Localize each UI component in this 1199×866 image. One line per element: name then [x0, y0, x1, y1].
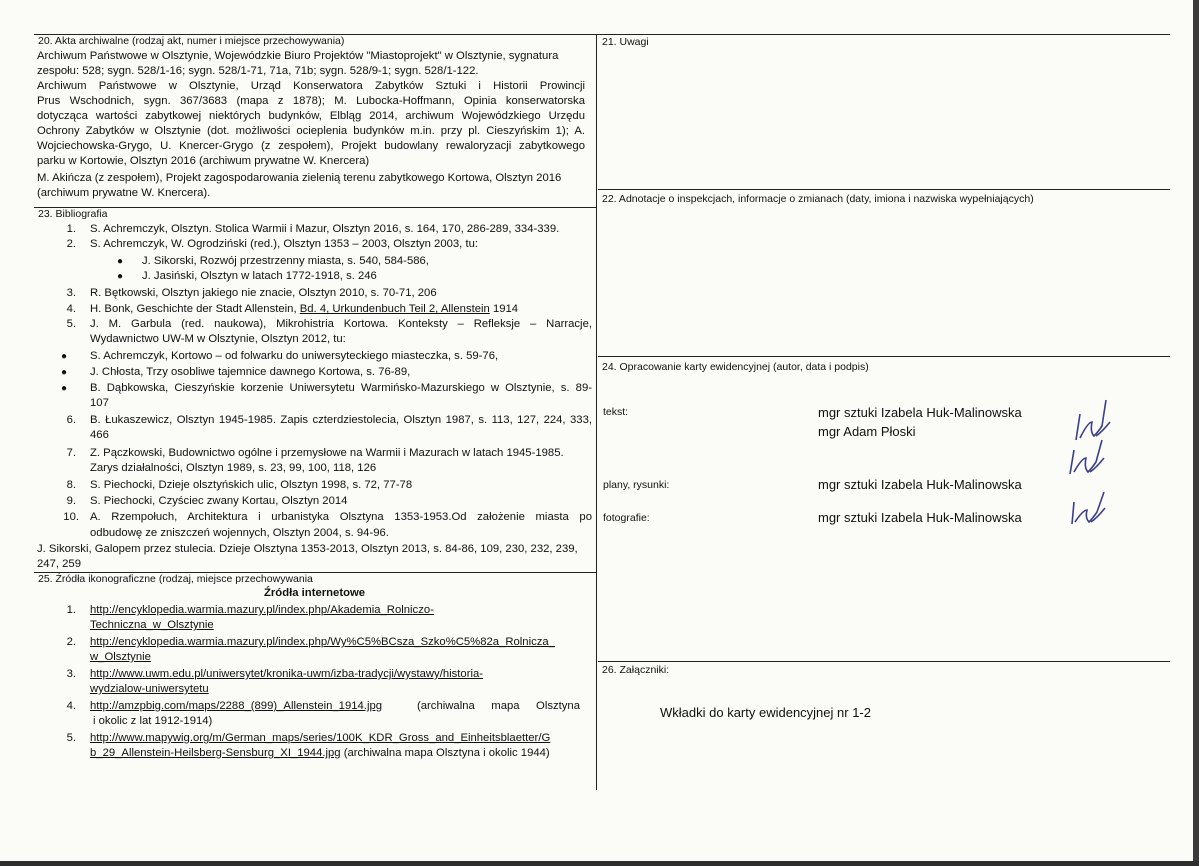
bibliography-item: A. Rzempołuch, Architektura i urbanistyka Olsztyna 1353-1953.Od założenie miasta po [90, 511, 592, 523]
archive-line: Prus Wschodnich, sygn. 367/3683 (mapa z 1878); M. Lubocka-Hoffmann, Opinia konserwatorska [37, 95, 585, 107]
bibliography-subitem-cont: 107 [90, 397, 109, 409]
archive-line: (archiwum prywatne W. Knercera). [37, 187, 211, 199]
archive-line: M. Akińcza (z zespołem), Projekt zagospodarowania zielenią terenu zabytkowego Kortowa, Olsztyn 2016 [37, 172, 562, 184]
source-link[interactable]: http://encyklopedia.warmia.mazury.pl/index.php/Akademia_Rolniczo- [90, 604, 434, 616]
section-26-label: 26. Załączniki: [602, 664, 670, 676]
bibliography-subitem: J. Chłosta, Trzy osobliwe tajemnice dawnego Kortowa, s. 76-89, [90, 366, 411, 378]
bullet-icon: ● [61, 351, 68, 362]
signature-icon [1066, 392, 1116, 444]
source-link[interactable]: w_Olsztynie [90, 651, 151, 663]
bibliography-item-cont: 466 [90, 429, 109, 441]
archive-line: dotycząca wartości zabytkowej niektórych budynków, Elbląg 2014, archiwum Wojewódzkiego Urzędu [37, 110, 585, 122]
list-number: 9. [66, 495, 76, 507]
bibliography-item: B. Łukaszewicz, Olsztyn 1945-1985. Zapis czterdziestolecia, Olsztyn 1987, s. 113, 127, 224, 333, [90, 414, 592, 426]
bibliography-subitem: S. Achremczyk, Kortowo – od folwarku do uniwersyteckiego miasteczka, s. 59-76, [90, 350, 499, 362]
bibliography-item: R. Bętkowski, Olsztyn jakiego nie znacie, Olsztyn 2010, s. 70-71, 206 [90, 287, 437, 299]
author-name: mgr Adam Płoski [818, 424, 916, 439]
divider-20-23 [34, 207, 596, 208]
bibliography-item: S. Achremczyk, Olsztyn. Stolica Warmii i Mazur, Olsztyn 2016, s. 164, 170, 286-289, 334-339. [90, 223, 560, 235]
scan-edge-right [1193, 0, 1199, 866]
tekst-label: tekst: [603, 406, 629, 418]
source-link[interactable]: wydzialow-uniwersytetu [90, 683, 209, 695]
bibliography-item: S. Achremczyk, W. Ogrodziński (red.), Olsztyn 1353 – 2003, Olsztyn 2003, tu: [90, 238, 479, 250]
list-number: 1. [66, 604, 76, 616]
bibliography-subitem: J. Sikorski, Rozwój przestrzenny miasta, s. 540, 584-586, [142, 255, 429, 267]
bibliography-item: S. Piechocki, Czyściec zwany Kortau, Olsztyn 2014 [90, 495, 348, 507]
list-number: 2. [66, 238, 76, 250]
author-name: mgr sztuki Izabela Huk-Malinowska [818, 477, 1022, 492]
bullet-icon: ● [61, 383, 68, 394]
author-name: mgr sztuki Izabela Huk-Malinowska [818, 510, 1022, 525]
list-number: 2. [66, 636, 76, 648]
archive-line: Archiwum Państwowe w Olsztynie, Urząd Konserwatora Zabytków Sztuki i Historii Prowincji [37, 80, 585, 92]
bibliography-item: J. M. Garbula (red. naukowa), Mikrohistria Kortowa. Konteksty – Refleksje – Narracje, [90, 318, 592, 330]
archive-line: Ochrony Zabytków w Olsztynie (dot. możliwości ocieplenia budynków m.in. przy pl. Cieszyńskim 1); A. [37, 125, 585, 137]
archive-line: Wojciechowska-Grygo, U. Knercer-Grygo (z zespołem), Projekt budowlany rewaloryzacji zabytkowego [37, 140, 585, 152]
section-22-label: 22. Adnotacje o inspekcjach, informacje o zmianach (daty, imiona i nazwiska wypełniających) [602, 193, 1034, 205]
list-number: 7. [66, 447, 76, 459]
column-divider [596, 34, 597, 790]
bibliography-item-cont: Zarys działalności, Olsztyn 1989, s. 23, 99, 100, 118, 126 [90, 462, 377, 474]
source-link[interactable]: b_29_Allenstein-Heilsberg-Sensburg_XI_1944.jpg [90, 747, 341, 759]
section-24-label: 24. Opracowanie karty ewidencyjnej (autor, data i podpis) [602, 361, 869, 373]
list-number: 3. [66, 287, 76, 299]
bibliography-subitem: J. Jasiński, Olsztyn w latach 1772-1918, s. 246 [142, 270, 377, 282]
source-link[interactable]: http://encyklopedia.warmia.mazury.pl/index.php/Wy%C5%BCsza_Szko%C5%82a_Rolnicza_ [90, 636, 555, 648]
bibliography-item-cont: Wydawnictwo UW-M w Olsztynie, Olsztyn 2012, tu: [90, 333, 346, 345]
source-description: i okolic z lat 1912-1914) [93, 715, 213, 727]
list-number: 5. [66, 318, 76, 330]
source-link[interactable]: http://amzpbig.com/maps/2288_(899)_Allenstein_1914.jpg [90, 700, 383, 712]
archive-line: zespołu: 528; sygn. 528/1-16; sygn. 528/1-71, 71a, 71b; sygn. 528/9-1; sygn. 528/1-122. [37, 65, 479, 77]
bibliography-extra: 247, 259 [37, 558, 81, 570]
source-link[interactable]: Techniczna_w_Olsztynie [90, 619, 214, 631]
signature-icon [1062, 438, 1112, 478]
archive-line: Archiwum Państwowe w Olsztynie, Wojewódzkie Biuro Projektów "Miastoprojekt" w Olsztynie, sygnatura [37, 50, 559, 62]
source-link[interactable]: http://www.mapywig.org/m/German_maps/series/100K_KDR_Gross_and_Einheitsblaetter/G [90, 732, 551, 744]
plany-label: plany, rysunki: [603, 479, 670, 491]
bibliography-subitem: B. Dąbkowska, Cieszyńskie korzenie Uniwersytetu Warmińsko-Mazurskiego w Olsztynie, s. 89- [90, 382, 592, 394]
list-number: 4. [66, 303, 76, 315]
bullet-icon: ● [117, 256, 124, 267]
attachments-text: Wkładki do karty ewidencyjnej nr 1-2 [660, 705, 871, 720]
divider-21-22 [598, 189, 1170, 190]
archive-line: parku w Kortowie, Olsztyn 2016 (archiwum prywatne W. Knercera) [37, 155, 370, 167]
bibliography-item: Z. Pączkowski, Budownictwo ogólne i przemysłowe na Warmii i Mazurach w latach 1945-1985. [90, 447, 564, 459]
list-number: 5. [66, 732, 76, 744]
bibliography-item: S. Piechocki, Dzieje olsztyńskich ulic, Olsztyn 1998, s. 72, 77-78 [90, 479, 413, 491]
divider-22-24 [598, 356, 1170, 357]
section-20-label: 20. Akta archiwalne (rodzaj akt, numer i miejsce przechowywania) [38, 35, 345, 47]
bibliography-extra: J. Sikorski, Galopem przez stulecia. Dzieje Olsztyna 1353-2013, Olsztyn 2013, s. 84-86, 109, 230, 232, 239, [37, 543, 578, 555]
internet-sources-heading: Źródła internetowe [264, 587, 366, 599]
scan-edge-bottom [0, 861, 1199, 866]
bullet-icon: ● [61, 367, 68, 378]
source-link[interactable]: http://www.uwm.edu.pl/uniwersytet/kronika-uwm/izba-tradycji/wystawy/historia- [90, 668, 484, 680]
section-23-label: 23. Bibliografia [38, 208, 108, 220]
list-number: 1. [66, 223, 76, 235]
bibliography-item: H. Bonk, Geschichte der Stadt Allenstein, Bd. 4, Urkundenbuch Teil 2, Allenstein 1914 [90, 303, 519, 315]
section-25-label: 25. Źródła ikonograficzne (rodzaj, miejsce przechowywania [38, 573, 313, 585]
divider-24-26 [598, 661, 1170, 662]
fotografie-label: fotografie: [603, 512, 650, 524]
list-number: 6. [66, 414, 76, 426]
source-description: (archiwalna mapa Olsztyna [417, 700, 580, 712]
list-number: 10. [63, 511, 79, 523]
list-number: 8. [66, 479, 76, 491]
list-number: 4. [66, 700, 76, 712]
list-number: 3. [66, 668, 76, 680]
section-21-label: 21. Uwagi [602, 36, 649, 48]
source-item: b_29_Allenstein-Heilsberg-Sensburg_XI_1944.jpg (archiwalna mapa Olsztyna i okolic 1944) [90, 747, 550, 759]
bibliography-item-cont: odbudowę ze zniszczeń wojennych, Olsztyn 2004, s. 94-96. [90, 527, 389, 539]
signature-icon [1064, 488, 1114, 528]
bullet-icon: ● [117, 271, 124, 282]
author-name: mgr sztuki Izabela Huk-Malinowska [818, 405, 1022, 420]
source-item [90, 699, 580, 714]
